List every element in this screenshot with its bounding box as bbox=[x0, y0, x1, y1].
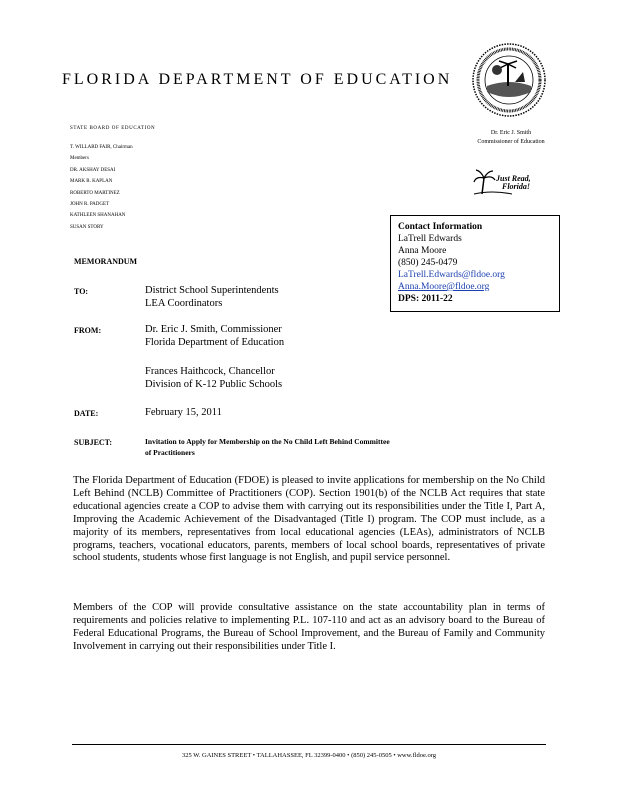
to-label: TO: bbox=[74, 287, 89, 296]
board-members bbox=[70, 142, 133, 233]
from-label: FROM: bbox=[74, 326, 102, 335]
sender-line: Division of K-12 Public Schools bbox=[145, 379, 283, 390]
commissioner-name: Dr. Eric J. Smith bbox=[490, 130, 532, 136]
sender-line: Frances Haithcock, Chancellor bbox=[145, 366, 275, 377]
recipient: District School Superintendents bbox=[145, 285, 279, 296]
just-read-florida-logo bbox=[472, 168, 542, 196]
body-paragraph-1: The Florida Department of Education (FDOE) is pleased to invite applications for membership on the No Child Left Behind (NCLB) Committee of Practitioners (COP). Section 1901(b) of the NCLB Act requires that state educational agencies create a COP to advise them with carrying out its responsibilities under the Title I, Part A, Improving the Academic Achievement of the Disadvantaged (Title I) program. The COP must include, as a majority of its members, representatives from local educational agencies (LEAs), administrators of NCLB programs, teachers, vocational educators, parents, members of local school boards, representatives of private school students, students whose first language is not English, and pupil service personnel. bbox=[73, 475, 545, 564]
board-member: MARK R. KAPLAN bbox=[70, 179, 113, 185]
svg-text:Florida!: Florida! bbox=[502, 182, 531, 191]
contact-heading: Contact Information bbox=[398, 222, 483, 232]
contact-name: LaTrell Edwards bbox=[398, 234, 462, 244]
board-title: STATE BOARD OF EDUCATION bbox=[70, 126, 156, 131]
contact-phone: (850) 245-0479 bbox=[398, 258, 458, 268]
body-paragraph-2: Members of the COP will provide consultative assistance on the state accountability plan in terms of requirements and policies relative to implementing P.L. 107-110 and act as an advisory board to the Bureau of Federal Educational Programs, the Bureau of School Improvement, and the Bureau of Family and Community Involvement in carrying out their responsibilities under Title I. bbox=[73, 602, 545, 652]
page-title: FLORIDA DEPARTMENT OF EDUCATION bbox=[62, 71, 453, 88]
board-member: T. WILLARD FAIR, Chairman bbox=[70, 145, 133, 150]
memorandum-label: MEMORANDUM bbox=[74, 257, 138, 266]
to-recipients bbox=[145, 284, 279, 310]
board-member: JOHN R. PADGET bbox=[70, 202, 110, 208]
board-member: KATHLEEN SHANAHAN bbox=[70, 213, 126, 219]
recipient: LEA Coordinators bbox=[145, 298, 223, 309]
contact-box bbox=[390, 215, 560, 312]
sender-line: Florida Department of Education bbox=[145, 337, 285, 348]
just-read-text: Just Read, bbox=[496, 174, 531, 183]
contact-name: Anna Moore bbox=[398, 246, 447, 256]
date-label: DATE: bbox=[74, 409, 99, 418]
dps-number: DPS: 2011-22 bbox=[398, 294, 453, 304]
contact-email-link[interactable]: LaTrell.Edwards@fldoe.org bbox=[398, 270, 505, 280]
from-sender-2 bbox=[145, 365, 282, 391]
subject-line: of Practitioners bbox=[145, 448, 195, 457]
footer-divider bbox=[72, 744, 546, 745]
board-member: DR. AKSHAY DESAI bbox=[70, 167, 116, 173]
commissioner-title: Commissioner of Education bbox=[477, 139, 545, 145]
commissioner-block bbox=[456, 129, 566, 147]
board-member: Members bbox=[70, 156, 89, 162]
board-member: ROBERTO MARTINEZ bbox=[70, 190, 120, 196]
memo-subject bbox=[145, 436, 390, 458]
subject-label: SUBJECT: bbox=[74, 438, 113, 447]
from-sender-1 bbox=[145, 323, 284, 349]
contact-email-link[interactable]: Anna.Moore@fldoe.org bbox=[398, 282, 490, 292]
memo-date: February 15, 2011 bbox=[145, 407, 222, 418]
state-seal-icon bbox=[471, 42, 547, 118]
footer-address: 325 W. GAINES STREET • TALLAHASSEE, FL 32399-0400 • (850) 245-0505 • www.fldoe.org bbox=[181, 752, 437, 759]
sender-line: Dr. Eric J. Smith, Commissioner bbox=[145, 324, 282, 335]
board-member: SUSAN STORY bbox=[70, 224, 104, 230]
subject-line: Invitation to Apply for Membership on the No Child Left Behind Committee bbox=[145, 437, 390, 446]
